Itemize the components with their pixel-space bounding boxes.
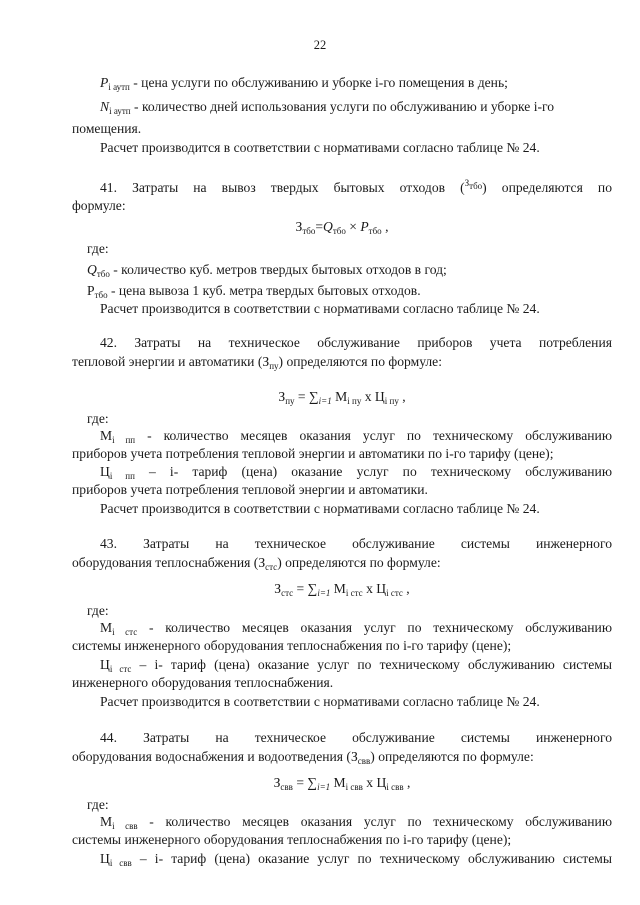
text-line: Расчет производится в соответствии с нормативами согласно таблице № 24. bbox=[100, 301, 540, 316]
text-line: где: bbox=[87, 411, 109, 426]
page-number: 22 bbox=[313, 38, 327, 52]
text-line: оборудования теплоснабжения $(З_{стс})$ определяются по формуле: bbox=[72, 555, 441, 572]
text-line: приборов учета потребления тепловой энергии и автоматики. bbox=[72, 482, 428, 497]
definition-line: $N_{i аутп}$ - количество дней использования услуги по обслуживанию и уборке i-го bbox=[100, 99, 555, 116]
definition-line: $Q_{тбо}$ - количество куб. метров твердых бытовых отходов в год; bbox=[87, 262, 447, 279]
text-line: Расчет производится в соответствии с нормативами согласно таблице № 24. bbox=[100, 501, 540, 516]
definition-line: $M_{i свв}$ - количество месяцев оказания услуг по техническому обслуживанию bbox=[100, 814, 612, 831]
formula-41: $З_{тбо}=Q_{тбо} \times P_{тбо}$ , bbox=[295, 219, 389, 236]
text-line: системы инженерного оборудования теплоснабжения по i-го тарифу (цене); bbox=[72, 832, 512, 847]
text-line: где: bbox=[87, 603, 109, 618]
text-line: Расчет производится в соответствии с нормативами согласно таблице № 24. bbox=[100, 140, 540, 155]
text-line: оборудования водоснабжения и водоотведения $(З_{свв})$ определяются по формуле: bbox=[72, 749, 534, 766]
definition-line: $M_{i стс}$ - количество месяцев оказания услуг по техническому обслуживанию bbox=[100, 620, 612, 637]
definition-line: $P_{i аутп}$ - цена услуги по обслуживанию и уборке i-го помещения в день; bbox=[100, 75, 508, 92]
definition-line: $Ц_{i пп} - i-$ тариф (цена) оказание услуг по техническому обслуживанию bbox=[100, 464, 612, 481]
text-line: инженерного оборудования теплоснабжения. bbox=[72, 675, 334, 690]
section-41-heading: 41. Затраты на вывоз твердых бытовых отходов ($^{З_{тбо}}$) определяются по bbox=[100, 178, 612, 195]
text-line: системы инженерного оборудования теплоснабжения по i-го тарифу (цене); bbox=[72, 638, 512, 653]
section-44-heading: 44. Затраты на техническое обслуживание системы инженерного bbox=[100, 730, 612, 745]
formula-42: $З_{пу} = \sum_{i=1}$ $M_{i пу}$ х $Ц_{i пу}$ , bbox=[278, 389, 406, 406]
text-line: где: bbox=[87, 241, 109, 256]
definition-line: $P_{тбо}$ - цена вывоза 1 куб. метра твердых бытовых отходов. bbox=[87, 283, 421, 300]
text-line: тепловой энергии и автоматики $(З_{пу})$ определяются по формуле: bbox=[72, 354, 442, 371]
definition-line: $Ц_{i стс} - i-$ тариф (цена) оказание услуг по техническому обслуживанию системы bbox=[100, 657, 612, 674]
formula-43: $З_{стс} = \sum_{i=1}$ $M_{i стс}$ х $Ц_{i стс}$ , bbox=[274, 581, 410, 598]
definition-line: $Ц_{i свв} - i-$ тариф (цена) оказание услуг по техническому обслуживанию системы bbox=[100, 851, 612, 868]
definition-line: $M_{i пп}$ - количество месяцев оказания услуг по техническому обслуживанию bbox=[100, 428, 612, 445]
text-line: помещения. bbox=[72, 121, 142, 136]
text-line: Расчет производится в соответствии с нормативами согласно таблице № 24. bbox=[100, 694, 540, 709]
section-43-heading: 43. Затраты на техническое обслуживание системы инженерного bbox=[100, 536, 612, 551]
section-42-heading: 42. Затраты на техническое обслуживание приборов учета потребления bbox=[100, 335, 612, 350]
formula-44: $З_{свв} = \sum_{i=1}$ $M_{i свв}$ х $Ц_{i свв}$ , bbox=[273, 775, 411, 792]
text-line: формуле: bbox=[72, 198, 126, 213]
text-line: приборов учета потребления тепловой энергии и автоматики по i-го тарифу (цене); bbox=[72, 446, 554, 461]
text-line: где: bbox=[87, 797, 109, 812]
